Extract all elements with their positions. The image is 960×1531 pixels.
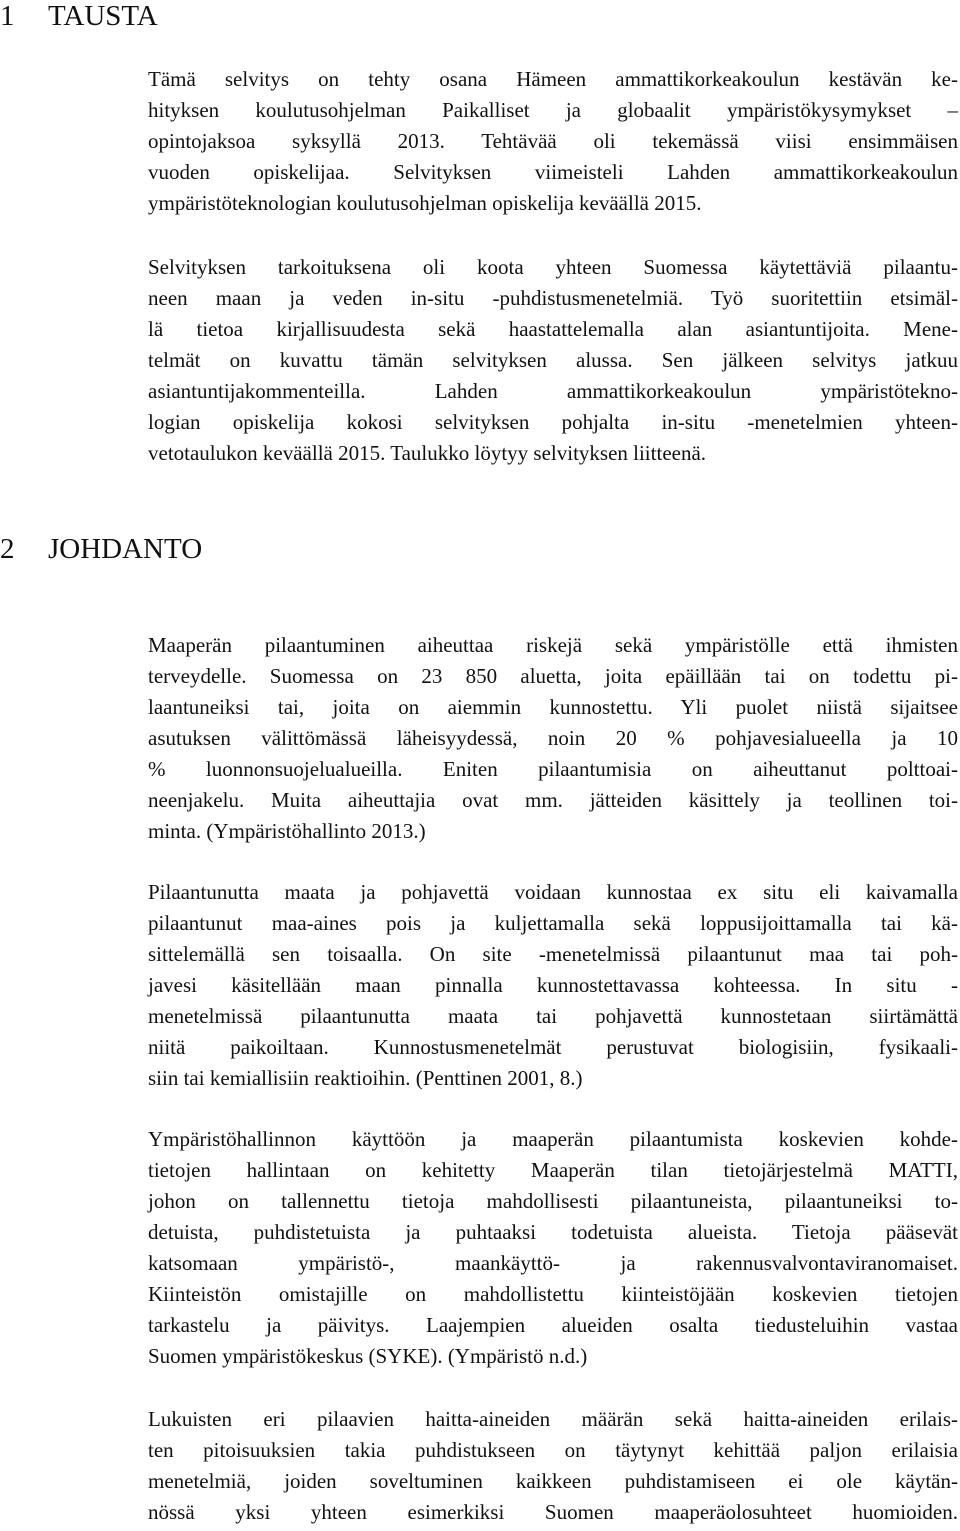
text-line: opintojaksoa syksyllä 2013. Tehtävää oli tekemässä viisi ensimmäisen bbox=[148, 129, 958, 153]
text-line: hityksen koulutusohjelman Paikalliset ja globaalit ympäristökysymykset – bbox=[148, 98, 958, 122]
text-line: Selvityksen tarkoituksena oli koota yhteen Suomessa käytettäviä pilaantu- bbox=[148, 255, 958, 279]
text-line: detuista, puhdistetuista ja puhtaaksi todetuista alueista. Tietoja pääsevät bbox=[148, 1220, 958, 1244]
text-line: neenjakelu. Muita aiheuttajia ovat mm. jätteiden käsittely ja teollinen toi- bbox=[148, 788, 958, 812]
text-line: johon on tallennettu tietoja mahdollisesti pilaantuneista, pilaantuneiksi to- bbox=[148, 1189, 958, 1213]
text-line: Suomen ympäristökeskus (SYKE). (Ympäristö n.d.) bbox=[148, 1344, 588, 1368]
paragraph bbox=[148, 64, 958, 219]
text-line: asiantuntijakommenteilla. Lahden ammattikorkeakoulun ympäristötekno- bbox=[148, 379, 958, 403]
text-line: telmät on kuvattu tämän selvityksen alussa. Sen jälkeen selvitys jatkuu bbox=[148, 348, 958, 372]
paragraph bbox=[148, 1124, 958, 1372]
section-title: JOHDANTO bbox=[48, 533, 203, 565]
text-line: Ympäristöhallinnon käyttöön ja maaperän pilaantumista koskevien kohde- bbox=[148, 1127, 958, 1151]
text-line: Lukuisten eri pilaavien haitta-aineiden määrän sekä haitta-aineiden erilais- bbox=[148, 1407, 958, 1431]
text-line: terveydelle. Suomessa on 23 850 aluetta, joita epäillään tai on todettu pi- bbox=[148, 664, 958, 688]
text-line: asutuksen välittömässä läheisyydessä, noin 20 % pohjavesialueella ja 10 bbox=[148, 726, 958, 750]
section-heading-tausta bbox=[0, 0, 158, 32]
text-line: % luonnonsuojelualueilla. Eniten pilaantumisia on aiheuttanut polttoai- bbox=[148, 757, 958, 781]
text-line: tietojen hallintaan on kehitetty Maaperän tilan tietojärjestelmä MATTI, bbox=[148, 1158, 958, 1182]
paragraph bbox=[148, 877, 958, 1094]
text-line: logian opiskelija kokosi selvityksen pohjalta in-situ -menetelmien yhteen- bbox=[148, 410, 958, 434]
text-line: sittelemällä sen toisaalla. On site -menetelmissä pilaantunut maa tai poh- bbox=[148, 942, 958, 966]
text-line: nössä yksi yhteen esimerkiksi Suomen maaperäolosuhteet huomioiden. bbox=[148, 1500, 958, 1524]
text-line: menetelmiä, joiden soveltuminen kaikkeen puhdistamiseen ei ole käytän- bbox=[148, 1469, 958, 1493]
section-number: 1 bbox=[0, 0, 15, 32]
text-line: Maaperän pilaantuminen aiheuttaa riskejä sekä ympäristölle että ihmisten bbox=[148, 633, 958, 657]
section-heading-johdanto bbox=[0, 533, 202, 565]
text-line: tarkastelu ja päivitys. Laajempien alueiden osalta tiedusteluihin vastaa bbox=[148, 1313, 958, 1337]
text-line: vetotaulukon keväällä 2015. Taulukko löytyy selvityksen liitteenä. bbox=[148, 441, 707, 465]
text-line: lä tietoa kirjallisuudesta sekä haastattelemalla alan asiantuntijoita. Mene- bbox=[148, 317, 958, 341]
paragraph bbox=[148, 630, 958, 847]
paragraph bbox=[148, 1404, 958, 1528]
text-line: vuoden opiskelijaa. Selvityksen viimeisteli Lahden ammattikorkeakoulun bbox=[148, 160, 958, 184]
section-number: 2 bbox=[0, 533, 15, 565]
text-line: Tämä selvitys on tehty osana Hämeen ammattikorkeakoulun kestävän ke- bbox=[148, 67, 958, 91]
text-line: siin tai kemiallisiin reaktioihin. (Penttinen 2001, 8.) bbox=[148, 1066, 583, 1090]
text-line: Kiinteistön omistajille on mahdollistettu kiinteistöjään koskevien tietojen bbox=[148, 1282, 958, 1306]
text-line: katsomaan ympäristö-, maankäyttö- ja rakennusvalvontaviranomaiset. bbox=[148, 1251, 958, 1275]
text-line: pilaantunut maa-aines pois ja kuljettamalla sekä loppusijoittamalla tai kä- bbox=[148, 911, 958, 935]
text-line: minta. (Ympäristöhallinto 2013.) bbox=[148, 819, 426, 843]
text-line: niitä paikoiltaan. Kunnostusmenetelmät perustuvat biologisiin, fysikaali- bbox=[148, 1035, 958, 1059]
text-line: menetelmissä pilaantunutta maata tai pohjavettä kunnostetaan siirtämättä bbox=[148, 1004, 958, 1028]
section-title: TAUSTA bbox=[48, 0, 158, 32]
text-line: neen maan ja veden in-situ -puhdistusmenetelmiä. Työ suoritettiin etsimäl- bbox=[148, 286, 958, 310]
text-line: ympäristöteknologian koulutusohjelman opiskelija keväällä 2015. bbox=[148, 191, 702, 215]
text-line: laantuneiksi tai, joita on aiemmin kunnostettu. Yli puolet niistä sijaitsee bbox=[148, 695, 958, 719]
text-line: Pilaantunutta maata ja pohjavettä voidaan kunnostaa ex situ eli kaivamalla bbox=[148, 880, 958, 904]
text-line: javesi käsitellään maan pinnalla kunnostettavassa kohteessa. In situ - bbox=[148, 973, 958, 997]
text-line: ten pitoisuuksien takia puhdistukseen on täytynyt kehittää paljon erilaisia bbox=[148, 1438, 958, 1462]
paragraph bbox=[148, 252, 958, 469]
